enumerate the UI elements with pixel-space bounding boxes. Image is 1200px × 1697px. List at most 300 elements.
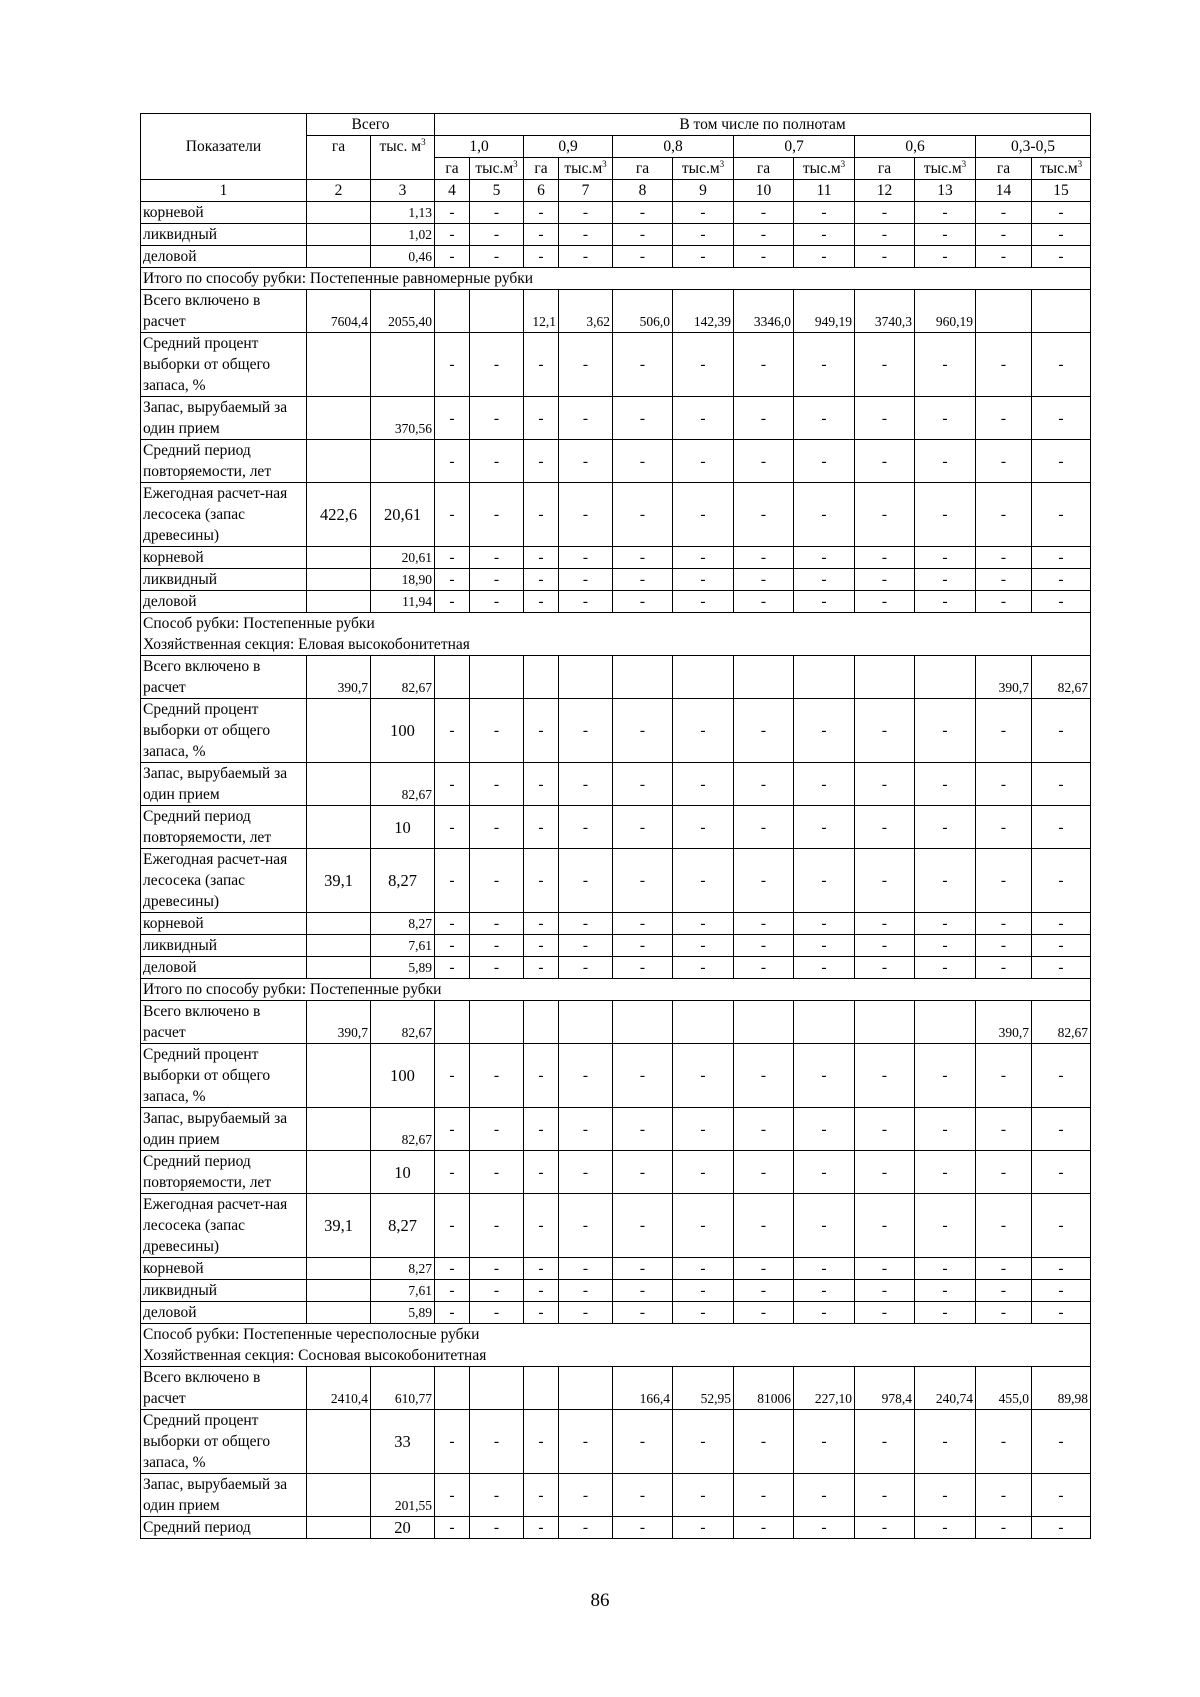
dash-cell: -: [855, 483, 915, 547]
dash-cell: -: [794, 935, 855, 957]
dash-cell: -: [613, 591, 673, 613]
column-number-row: [141, 180, 1091, 202]
density-value-cell: [470, 1001, 524, 1044]
total-ha-cell: [307, 397, 371, 440]
section-row: [141, 979, 1091, 1001]
section-line: Итого по способу рубки: Постепенные рубки: [143, 981, 442, 998]
dash-cell: -: [559, 591, 613, 613]
unit-volume-header: [559, 158, 613, 180]
dash-cell: -: [1032, 224, 1091, 246]
dash-cell: -: [855, 333, 915, 397]
dash-cell: -: [435, 913, 470, 935]
density-value-cell: [435, 656, 470, 699]
dash-cell: -: [976, 849, 1032, 913]
dash-cell: -: [794, 699, 855, 763]
dash-cell: -: [976, 763, 1032, 806]
dash-cell: -: [734, 699, 794, 763]
dash-cell: -: [734, 913, 794, 935]
dash-cell: -: [855, 1302, 915, 1324]
dash-cell: -: [435, 1194, 470, 1258]
dash-cell: -: [559, 1302, 613, 1324]
dash-cell: -: [673, 591, 734, 613]
dash-cell: -: [734, 202, 794, 224]
total-header: Всего: [307, 114, 435, 136]
dash-cell: -: [613, 806, 673, 849]
table-header: [141, 114, 1091, 202]
dash-cell: -: [470, 1474, 524, 1517]
dash-cell: -: [1032, 1302, 1091, 1324]
dash-cell: -: [613, 849, 673, 913]
section-row: [141, 268, 1091, 290]
density-value-cell: [855, 1001, 915, 1044]
dash-cell: -: [613, 569, 673, 591]
dash-cell: -: [976, 397, 1032, 440]
dash-cell: -: [673, 699, 734, 763]
table-row: [141, 1410, 1091, 1474]
dash-cell: -: [470, 1280, 524, 1302]
dash-cell: -: [976, 1044, 1032, 1108]
dash-cell: -: [613, 1280, 673, 1302]
dash-cell: -: [976, 1410, 1032, 1474]
dash-cell: -: [855, 1194, 915, 1258]
density-value-cell: 142,39: [673, 290, 734, 333]
unit-ha-header: га: [524, 158, 559, 180]
density-value-cell: 3346,0: [734, 290, 794, 333]
dash-cell: -: [613, 1517, 673, 1539]
dash-cell: -: [794, 547, 855, 569]
dash-cell: -: [470, 246, 524, 268]
unit-ha-header: га: [855, 158, 915, 180]
dash-cell: -: [613, 224, 673, 246]
dash-cell: -: [1032, 1258, 1091, 1280]
column-number: 2: [307, 180, 371, 202]
dash-cell: -: [976, 935, 1032, 957]
section-row: [141, 613, 1091, 656]
dash-cell: -: [915, 547, 976, 569]
dash-cell: -: [435, 547, 470, 569]
dash-cell: -: [435, 1108, 470, 1151]
total-ha-cell: [307, 913, 371, 935]
row-label: ликвидный: [141, 224, 307, 246]
dash-cell: -: [559, 1280, 613, 1302]
dash-cell: -: [673, 397, 734, 440]
dash-cell: -: [673, 569, 734, 591]
dash-cell: -: [435, 1258, 470, 1280]
section-line: Хозяйственная секция: Еловая высокобонитетная: [143, 636, 470, 653]
dash-cell: -: [524, 1280, 559, 1302]
dash-cell: -: [613, 935, 673, 957]
row-label: Средний период повторяемости, лет: [141, 440, 307, 483]
row-label: Ежегодная расчет-ная лесосека (запас древесины): [141, 1194, 307, 1258]
total-ha-cell: [307, 1280, 371, 1302]
dash-cell: -: [734, 763, 794, 806]
table-row: [141, 547, 1091, 569]
dash-cell: -: [794, 763, 855, 806]
density-value-cell: 52,95: [673, 1367, 734, 1410]
dash-cell: -: [855, 806, 915, 849]
total-ha-cell: [307, 763, 371, 806]
column-number: 4: [435, 180, 470, 202]
dash-cell: -: [524, 1108, 559, 1151]
dash-cell: -: [1032, 569, 1091, 591]
column-number: 3: [371, 180, 435, 202]
dash-cell: -: [976, 1194, 1032, 1258]
total-ha-cell: 2410,4: [307, 1367, 371, 1410]
dash-cell: -: [734, 440, 794, 483]
dash-cell: -: [559, 699, 613, 763]
density-value-cell: [673, 656, 734, 699]
total-volume-cell: 100: [371, 1044, 435, 1108]
dash-cell: -: [794, 1474, 855, 1517]
density-value-cell: [855, 656, 915, 699]
dash-cell: -: [470, 699, 524, 763]
dash-cell: -: [435, 1410, 470, 1474]
section-title: [141, 613, 1091, 656]
dash-cell: -: [673, 1474, 734, 1517]
dash-cell: -: [734, 1194, 794, 1258]
dash-cell: -: [470, 483, 524, 547]
dash-cell: -: [734, 333, 794, 397]
dash-cell: -: [1032, 1194, 1091, 1258]
dash-cell: -: [470, 763, 524, 806]
dash-cell: -: [613, 246, 673, 268]
column-number: 14: [976, 180, 1032, 202]
dash-cell: -: [734, 1302, 794, 1324]
density-value-cell: [524, 1001, 559, 1044]
dash-cell: -: [435, 1280, 470, 1302]
total-volume-cell: [371, 333, 435, 397]
dash-cell: -: [524, 1517, 559, 1539]
section-title: [141, 1324, 1091, 1367]
density-value-cell: [734, 656, 794, 699]
row-label: деловой: [141, 246, 307, 268]
density-value-cell: 3,62: [559, 290, 613, 333]
table-body: [141, 202, 1091, 1539]
dash-cell: -: [855, 935, 915, 957]
dash-cell: -: [673, 440, 734, 483]
dash-cell: -: [524, 1410, 559, 1474]
total-ha-cell: [307, 1302, 371, 1324]
table-row: [141, 806, 1091, 849]
dash-cell: -: [734, 1151, 794, 1194]
row-label: корневой: [141, 913, 307, 935]
density-value-cell: 506,0: [613, 290, 673, 333]
row-label: корневой: [141, 547, 307, 569]
total-volume-label: тыс. м: [379, 138, 422, 155]
section-line: Хозяйственная секция: Сосновая высокобонитетная: [143, 1347, 487, 1364]
dash-cell: -: [470, 591, 524, 613]
dash-cell: -: [673, 1302, 734, 1324]
column-number: 13: [915, 180, 976, 202]
dash-cell: -: [976, 440, 1032, 483]
dash-cell: -: [915, 397, 976, 440]
density-value-cell: 82,67: [1032, 1001, 1091, 1044]
unit-volume-header: [673, 158, 734, 180]
dash-cell: -: [613, 1194, 673, 1258]
dash-cell: -: [524, 699, 559, 763]
row-label: Всего включено в расчет: [141, 290, 307, 333]
dash-cell: -: [673, 1044, 734, 1108]
dash-cell: -: [673, 333, 734, 397]
dash-cell: -: [559, 547, 613, 569]
dash-cell: -: [559, 913, 613, 935]
dash-cell: -: [976, 1517, 1032, 1539]
dash-cell: -: [734, 806, 794, 849]
dash-cell: -: [855, 763, 915, 806]
dash-cell: -: [435, 806, 470, 849]
dash-cell: -: [524, 1044, 559, 1108]
density-value-cell: [794, 1001, 855, 1044]
dash-cell: -: [915, 333, 976, 397]
dash-cell: -: [734, 935, 794, 957]
dash-cell: -: [524, 202, 559, 224]
dash-cell: -: [435, 569, 470, 591]
dash-cell: -: [734, 224, 794, 246]
dash-cell: -: [613, 483, 673, 547]
row-label: Ежегодная расчет-ная лесосека (запас древесины): [141, 849, 307, 913]
density-value-cell: [559, 1367, 613, 1410]
dash-cell: -: [559, 763, 613, 806]
column-number: 11: [794, 180, 855, 202]
dash-cell: -: [855, 202, 915, 224]
dash-cell: -: [673, 935, 734, 957]
column-number: 9: [673, 180, 734, 202]
dash-cell: -: [794, 246, 855, 268]
dash-cell: -: [673, 483, 734, 547]
total-ha-cell: [307, 957, 371, 979]
dash-cell: -: [1032, 806, 1091, 849]
total-ha-cell: 7604,4: [307, 290, 371, 333]
dash-cell: -: [524, 1302, 559, 1324]
page-number: 86: [590, 1590, 610, 1611]
dash-cell: -: [915, 1194, 976, 1258]
total-volume-cell: 100: [371, 699, 435, 763]
density-value-cell: 82,67: [1032, 656, 1091, 699]
dash-cell: -: [915, 1044, 976, 1108]
density-header: 1,0: [435, 136, 524, 158]
total-volume-cell: 7,61: [371, 1280, 435, 1302]
dash-cell: -: [524, 849, 559, 913]
density-value-cell: 3740,3: [855, 290, 915, 333]
dash-cell: -: [915, 246, 976, 268]
row-label: Запас, вырубаемый за один прием: [141, 1474, 307, 1517]
row-label: Запас, вырубаемый за один прием: [141, 1108, 307, 1151]
dash-cell: -: [524, 591, 559, 613]
total-ha-cell: [307, 699, 371, 763]
dash-cell: -: [855, 591, 915, 613]
dash-cell: -: [470, 1108, 524, 1151]
dash-cell: -: [613, 1258, 673, 1280]
dash-cell: -: [470, 913, 524, 935]
table-row: [141, 1001, 1091, 1044]
section-row: [141, 1324, 1091, 1367]
dash-cell: -: [524, 957, 559, 979]
dash-cell: -: [976, 806, 1032, 849]
dash-cell: -: [1032, 935, 1091, 957]
density-value-cell: [470, 290, 524, 333]
header-row-1: [141, 114, 1091, 136]
unit-volume-label: тыс.м: [564, 160, 603, 177]
dash-cell: -: [559, 202, 613, 224]
row-label: Средний процент выборки от общего запаса, %: [141, 1044, 307, 1108]
dash-cell: -: [915, 763, 976, 806]
density-value-cell: [559, 1001, 613, 1044]
density-value-cell: 89,98: [1032, 1367, 1091, 1410]
dash-cell: -: [734, 1474, 794, 1517]
dash-cell: -: [976, 913, 1032, 935]
dash-cell: -: [559, 1258, 613, 1280]
dash-cell: -: [855, 397, 915, 440]
row-label: корневой: [141, 202, 307, 224]
table-row: [141, 569, 1091, 591]
row-label: деловой: [141, 591, 307, 613]
dash-cell: -: [976, 547, 1032, 569]
dash-cell: -: [559, 1044, 613, 1108]
total-ha-cell: [307, 1410, 371, 1474]
dash-cell: -: [435, 202, 470, 224]
dash-cell: -: [855, 1474, 915, 1517]
total-volume-cell: 1,13: [371, 202, 435, 224]
table-row: [141, 1474, 1091, 1517]
dash-cell: -: [976, 483, 1032, 547]
dash-cell: -: [915, 1410, 976, 1474]
table-row: [141, 1151, 1091, 1194]
total-ha-cell: 39,1: [307, 849, 371, 913]
dash-cell: -: [794, 849, 855, 913]
dash-cell: -: [559, 397, 613, 440]
total-volume-cell: 20,61: [371, 547, 435, 569]
dash-cell: -: [734, 547, 794, 569]
table-row: [141, 483, 1091, 547]
dash-cell: -: [976, 699, 1032, 763]
dash-cell: -: [1032, 1151, 1091, 1194]
density-value-cell: [524, 1367, 559, 1410]
total-volume-cell: 370,56: [371, 397, 435, 440]
table-row: [141, 397, 1091, 440]
total-ha-cell: [307, 1517, 371, 1539]
dash-cell: -: [470, 1151, 524, 1194]
dash-cell: -: [470, 333, 524, 397]
total-ha-cell: 390,7: [307, 656, 371, 699]
dash-cell: -: [1032, 483, 1091, 547]
total-volume-cell: 0,46: [371, 246, 435, 268]
density-value-cell: 390,7: [976, 656, 1032, 699]
dash-cell: -: [855, 849, 915, 913]
density-value-cell: [559, 656, 613, 699]
table-row: [141, 440, 1091, 483]
unit-volume-label: тыс.м: [681, 160, 720, 177]
total-volume-cell: 7,61: [371, 935, 435, 957]
dash-cell: -: [613, 1044, 673, 1108]
row-label: Ежегодная расчет-ная лесосека (запас древесины): [141, 483, 307, 547]
dash-cell: -: [435, 333, 470, 397]
dash-cell: -: [524, 547, 559, 569]
dash-cell: -: [794, 1044, 855, 1108]
density-value-cell: 978,4: [855, 1367, 915, 1410]
dash-cell: -: [915, 1474, 976, 1517]
dash-cell: -: [1032, 1517, 1091, 1539]
total-volume-cell: 1,02: [371, 224, 435, 246]
dash-cell: -: [1032, 957, 1091, 979]
dash-cell: -: [559, 849, 613, 913]
table-row: [141, 1194, 1091, 1258]
dash-cell: -: [915, 699, 976, 763]
density-value-cell: 455,0: [976, 1367, 1032, 1410]
table-row: [141, 1108, 1091, 1151]
total-volume-cell: 201,55: [371, 1474, 435, 1517]
row-label: Средний период: [141, 1517, 307, 1539]
dash-cell: -: [470, 806, 524, 849]
density-value-cell: [470, 1367, 524, 1410]
density-value-cell: [673, 1001, 734, 1044]
dash-cell: -: [794, 806, 855, 849]
dash-cell: -: [915, 202, 976, 224]
dash-cell: -: [855, 1108, 915, 1151]
dash-cell: -: [613, 1410, 673, 1474]
table-row: [141, 591, 1091, 613]
row-label: ликвидный: [141, 569, 307, 591]
dash-cell: -: [673, 1410, 734, 1474]
total-volume-cell: 10: [371, 1151, 435, 1194]
dash-cell: -: [435, 1044, 470, 1108]
dash-cell: -: [734, 1280, 794, 1302]
dash-cell: -: [673, 806, 734, 849]
total-volume-cell: 11,94: [371, 591, 435, 613]
forest-harvest-table: [140, 113, 1091, 1539]
dash-cell: -: [559, 246, 613, 268]
dash-cell: -: [673, 547, 734, 569]
row-label: Средний процент выборки от общего запаса, %: [141, 699, 307, 763]
dash-cell: -: [470, 957, 524, 979]
total-ha-cell: [307, 246, 371, 268]
dash-cell: -: [673, 1194, 734, 1258]
dash-cell: -: [976, 1280, 1032, 1302]
table-row: [141, 1517, 1091, 1539]
superscript: 3: [840, 158, 846, 169]
dash-cell: -: [613, 1151, 673, 1194]
density-header: 0,8: [613, 136, 734, 158]
unit-volume-label: тыс.м: [802, 160, 841, 177]
section-line: Способ рубки: Постепенные чересполосные рубки: [143, 1326, 480, 1343]
density-header: 0,3-0,5: [976, 136, 1091, 158]
density-header: 0,7: [734, 136, 855, 158]
dash-cell: -: [470, 224, 524, 246]
dash-cell: -: [524, 763, 559, 806]
dash-cell: -: [470, 569, 524, 591]
dash-cell: -: [613, 1302, 673, 1324]
column-number: 7: [559, 180, 613, 202]
dash-cell: -: [734, 591, 794, 613]
dash-cell: -: [734, 483, 794, 547]
total-volume-cell: 82,67: [371, 1108, 435, 1151]
dash-cell: -: [976, 224, 1032, 246]
column-number: 8: [613, 180, 673, 202]
dash-cell: -: [976, 569, 1032, 591]
dash-cell: -: [524, 806, 559, 849]
dash-cell: -: [1032, 1474, 1091, 1517]
dash-cell: -: [1032, 1410, 1091, 1474]
density-value-cell: 390,7: [976, 1001, 1032, 1044]
row-label: Средний процент выборки от общего запаса, %: [141, 1410, 307, 1474]
unit-volume-label: тыс.м: [1039, 160, 1078, 177]
dash-cell: -: [915, 1280, 976, 1302]
dash-cell: -: [734, 1410, 794, 1474]
total-volume-cell: 610,77: [371, 1367, 435, 1410]
total-volume-cell: 8,27: [371, 1258, 435, 1280]
dash-cell: -: [1032, 1044, 1091, 1108]
dash-cell: -: [734, 246, 794, 268]
unit-ha-header: га: [976, 158, 1032, 180]
